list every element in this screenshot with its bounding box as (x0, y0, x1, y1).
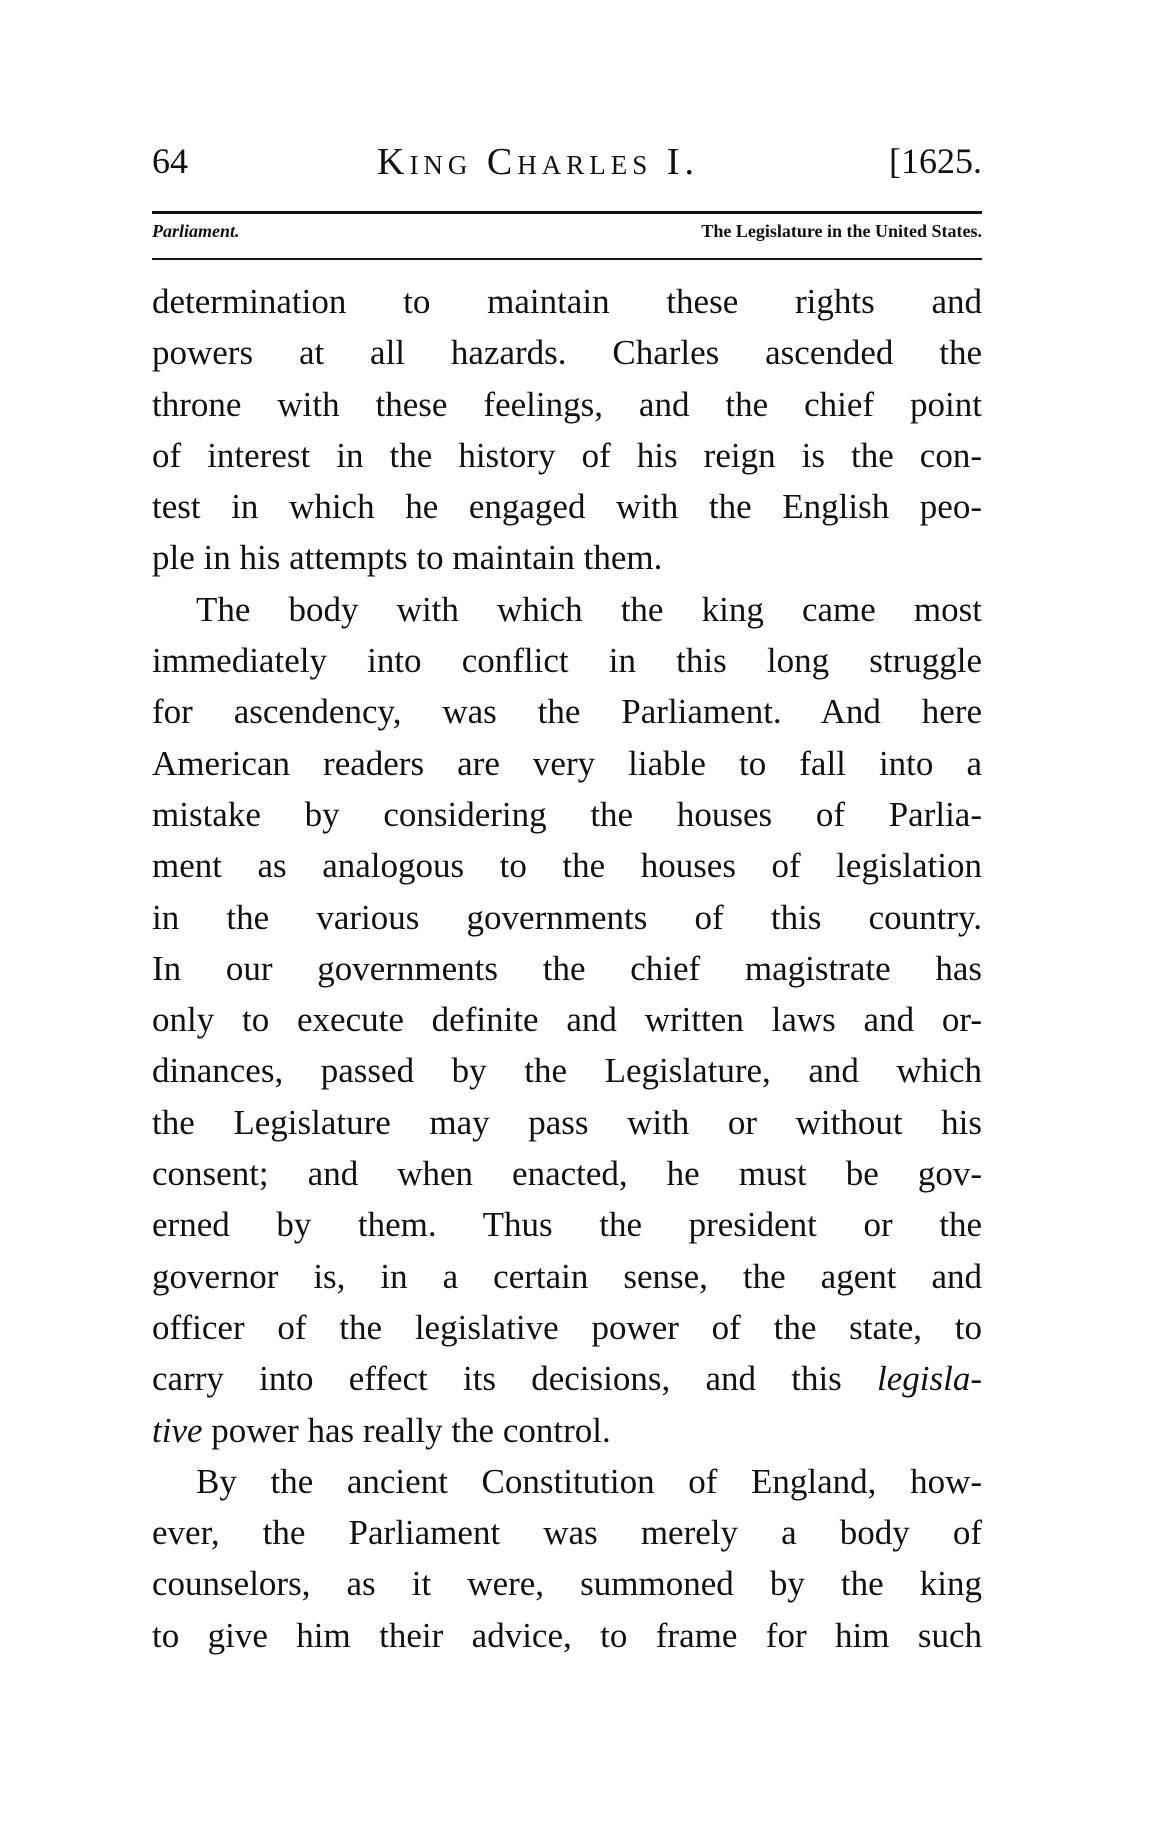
text-line: counselors, as it were, summoned by the king (152, 1564, 982, 1604)
page-number: 64 (152, 141, 188, 181)
text-line: American readers are very liable to fall into a (152, 743, 982, 783)
header-rule-top (152, 211, 982, 214)
text-line: determination to maintain these rights and (152, 282, 982, 321)
side-topic-right: The Legislature in the United States. (701, 221, 982, 241)
text-line: carry into effect its decisions, and this legisla- (152, 1359, 982, 1399)
text-line: In our governments the chief magistrate has (152, 948, 982, 988)
text-line: governor is, in a certain sense, the agent and (152, 1256, 982, 1296)
side-topic-left: Parliament. (152, 221, 240, 241)
text-line: erned by them. Thus the president or the (152, 1205, 982, 1245)
text-line: mistake by considering the houses of Parlia- (152, 794, 982, 834)
text-line: officer of the legislative power of the state, to (152, 1307, 982, 1347)
text-line: in the various governments of this country. (152, 897, 982, 937)
text-line: ever, the Parliament was merely a body of (152, 1513, 982, 1553)
text-line: consent; and when enacted, he must be gov- (152, 1154, 982, 1194)
text-line: test in which he engaged with the English peo- (152, 487, 982, 527)
text-line: immediately into conflict in this long struggle (152, 641, 982, 681)
text-line: By the ancient Constitution of England, how- (196, 1461, 982, 1501)
text-line: of interest in the history of his reign is the con- (152, 435, 982, 475)
text-line: The body with which the king came most (196, 589, 982, 629)
text-line: to give him their advice, to frame for him such (152, 1615, 982, 1655)
header-year: [1625. (889, 141, 982, 181)
text-line: dinances, passed by the Legislature, and which (152, 1051, 982, 1091)
text-line: powers at all hazards. Charles ascended the (152, 333, 982, 373)
text-line: ple in his attempts to maintain them. (152, 538, 663, 578)
text-line: the Legislature may pass with or without his (152, 1102, 982, 1142)
header-rule-bottom (152, 258, 982, 260)
running-header (152, 140, 982, 190)
body-text (152, 276, 982, 1661)
text-line: throne with these feelings, and the chief point (152, 384, 982, 424)
text-line: tive power has really the control. (152, 1410, 611, 1450)
text-line: only to execute definite and written laws and or- (152, 1000, 982, 1040)
text-line: for ascendency, was the Parliament. And here (152, 692, 982, 732)
text-line: ment as analogous to the houses of legislation (152, 846, 982, 886)
running-title: King Charles I. (377, 141, 699, 183)
